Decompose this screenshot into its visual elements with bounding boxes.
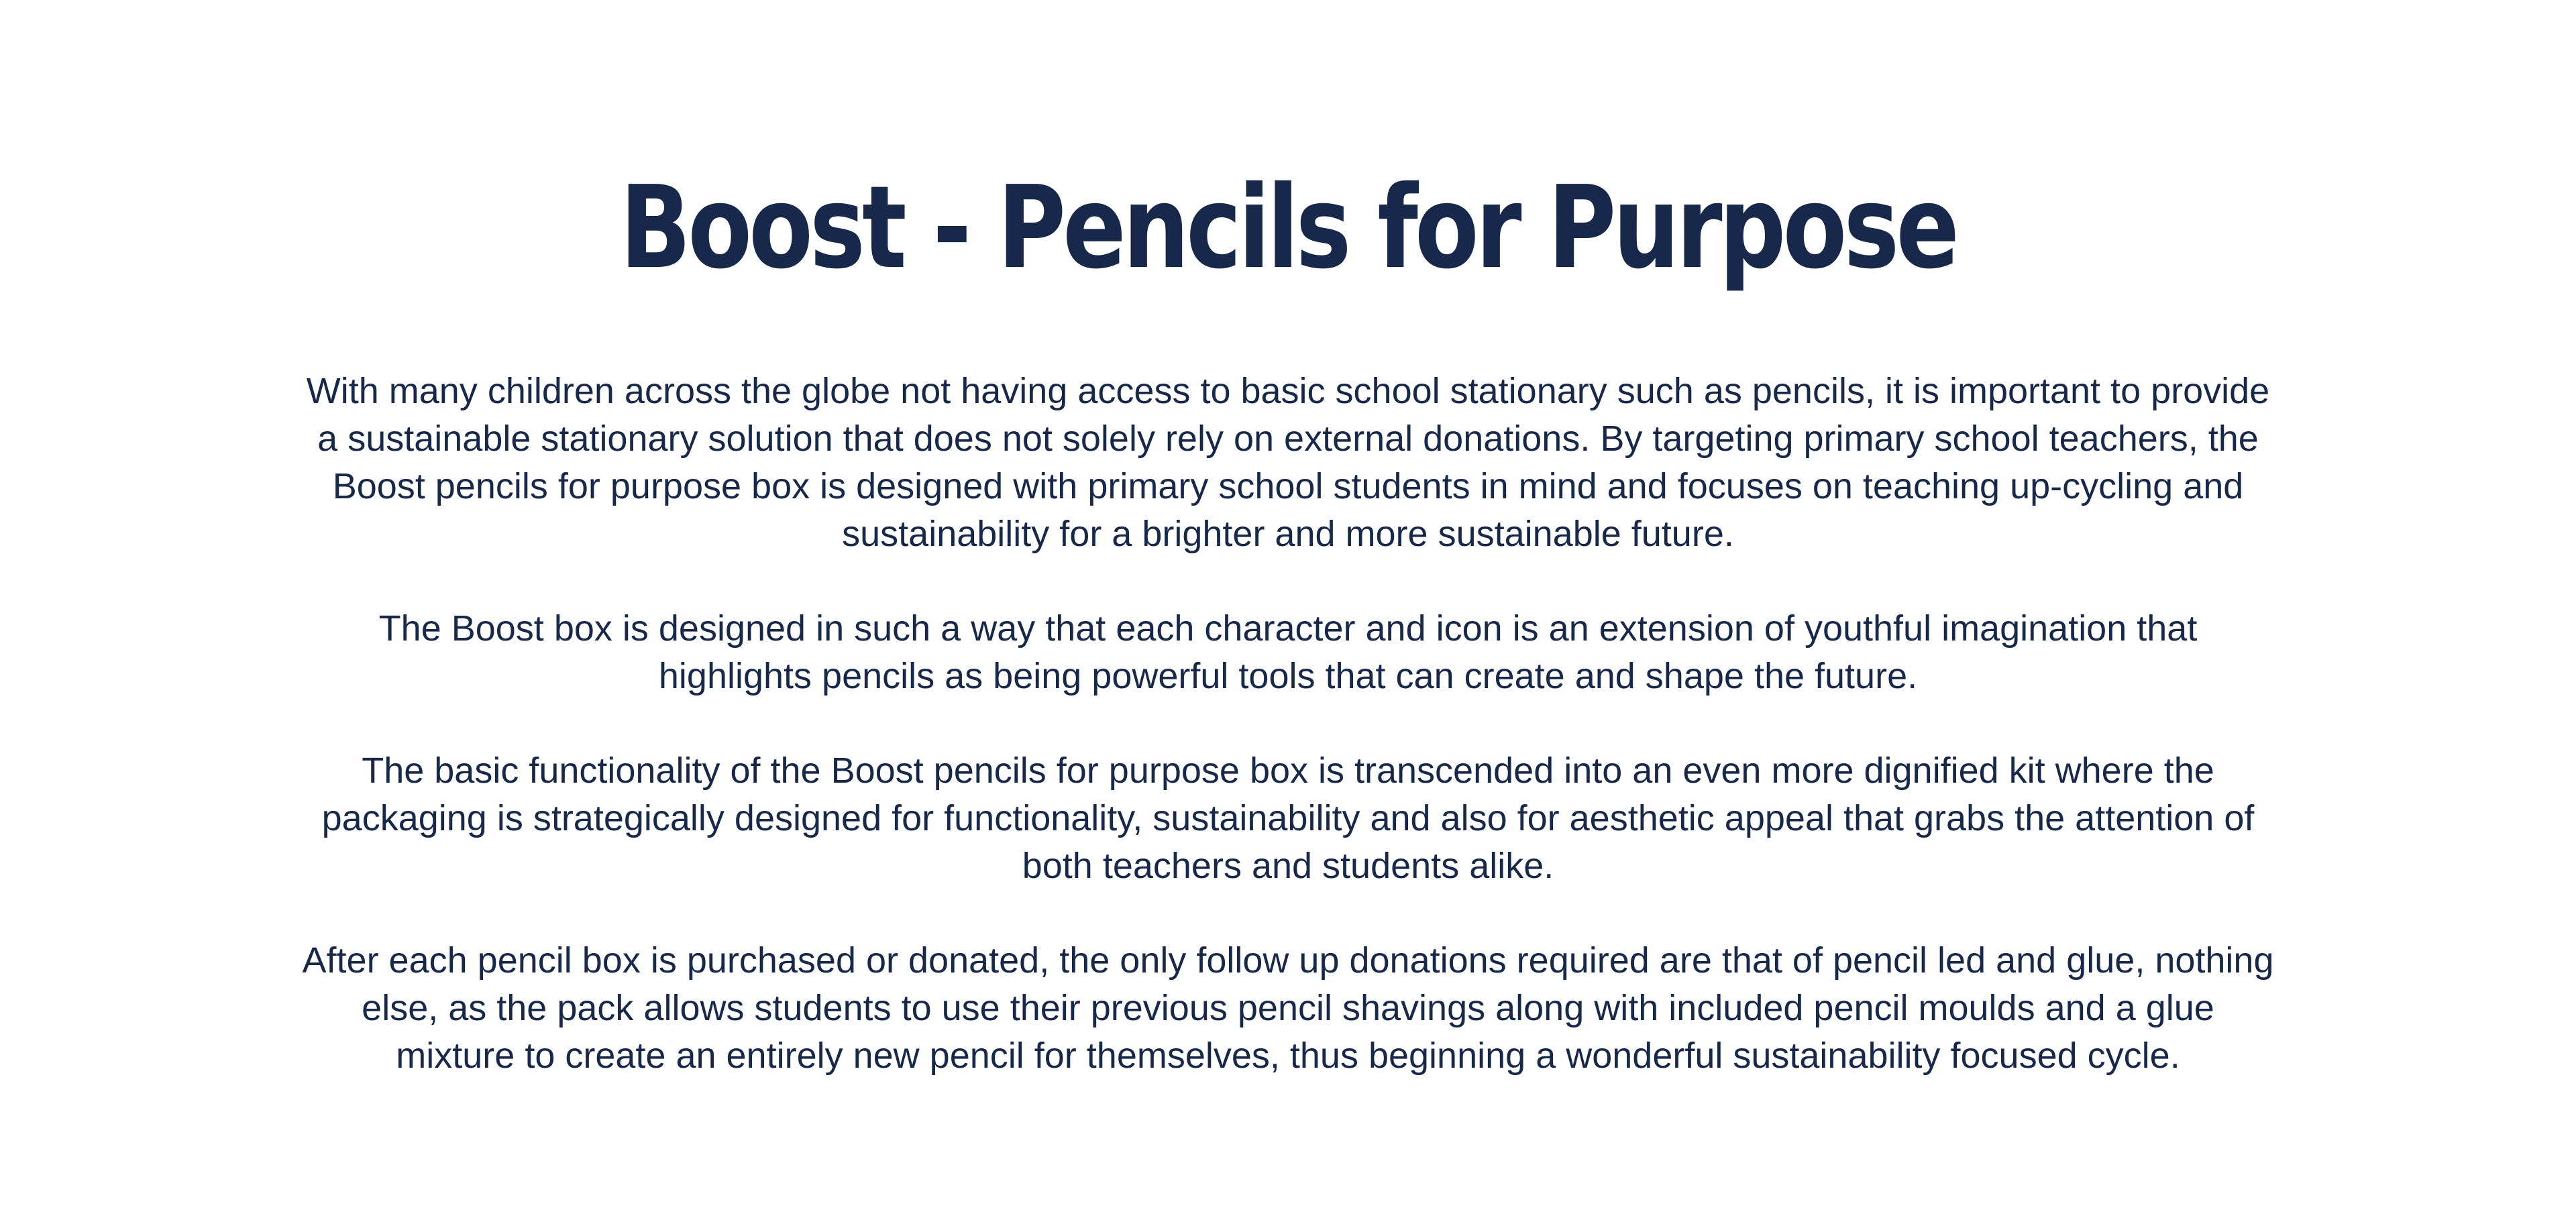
functionality-paragraph: The basic functionality of the Boost pencils for purpose box is transcended into an even more dignified kit where the packaging is strategically designed for functionality, sustainability and also for aesthetic appeal that grabs the attention of both teachers and students alike. <box>321 750 2255 886</box>
content-section <box>302 368 2274 1080</box>
intro-paragraph: With many children across the globe not having access to basic school stationary such as pencils, it is important to provide a sustainable stationary solution that does not solely rely on external donations. By targeting primary school teachers, the Boost pencils for purpose box is designed with primary school students in mind and focuses on teaching up-cycling and sustainability for a brighter and more sustainable future. <box>306 371 2270 554</box>
sustainability-paragraph: After each pencil box is purchased or donated, the only follow up donations required are that of pencil led and glue, nothing else, as the pack allows students to use their previous pencil shavings along with included pencil moulds and a glue mixture to create an entirely new pencil for themselves, thus beginning a wonderful sustainability focused cycle. <box>302 940 2274 1076</box>
page-title: Boost - Pencils for Purpose <box>619 162 1957 294</box>
design-paragraph: The Boost box is designed in such a way that each character and icon is an extension of youthful imagination that highlights pencils as being powerful tools that can create and shape the future. <box>378 608 2198 696</box>
